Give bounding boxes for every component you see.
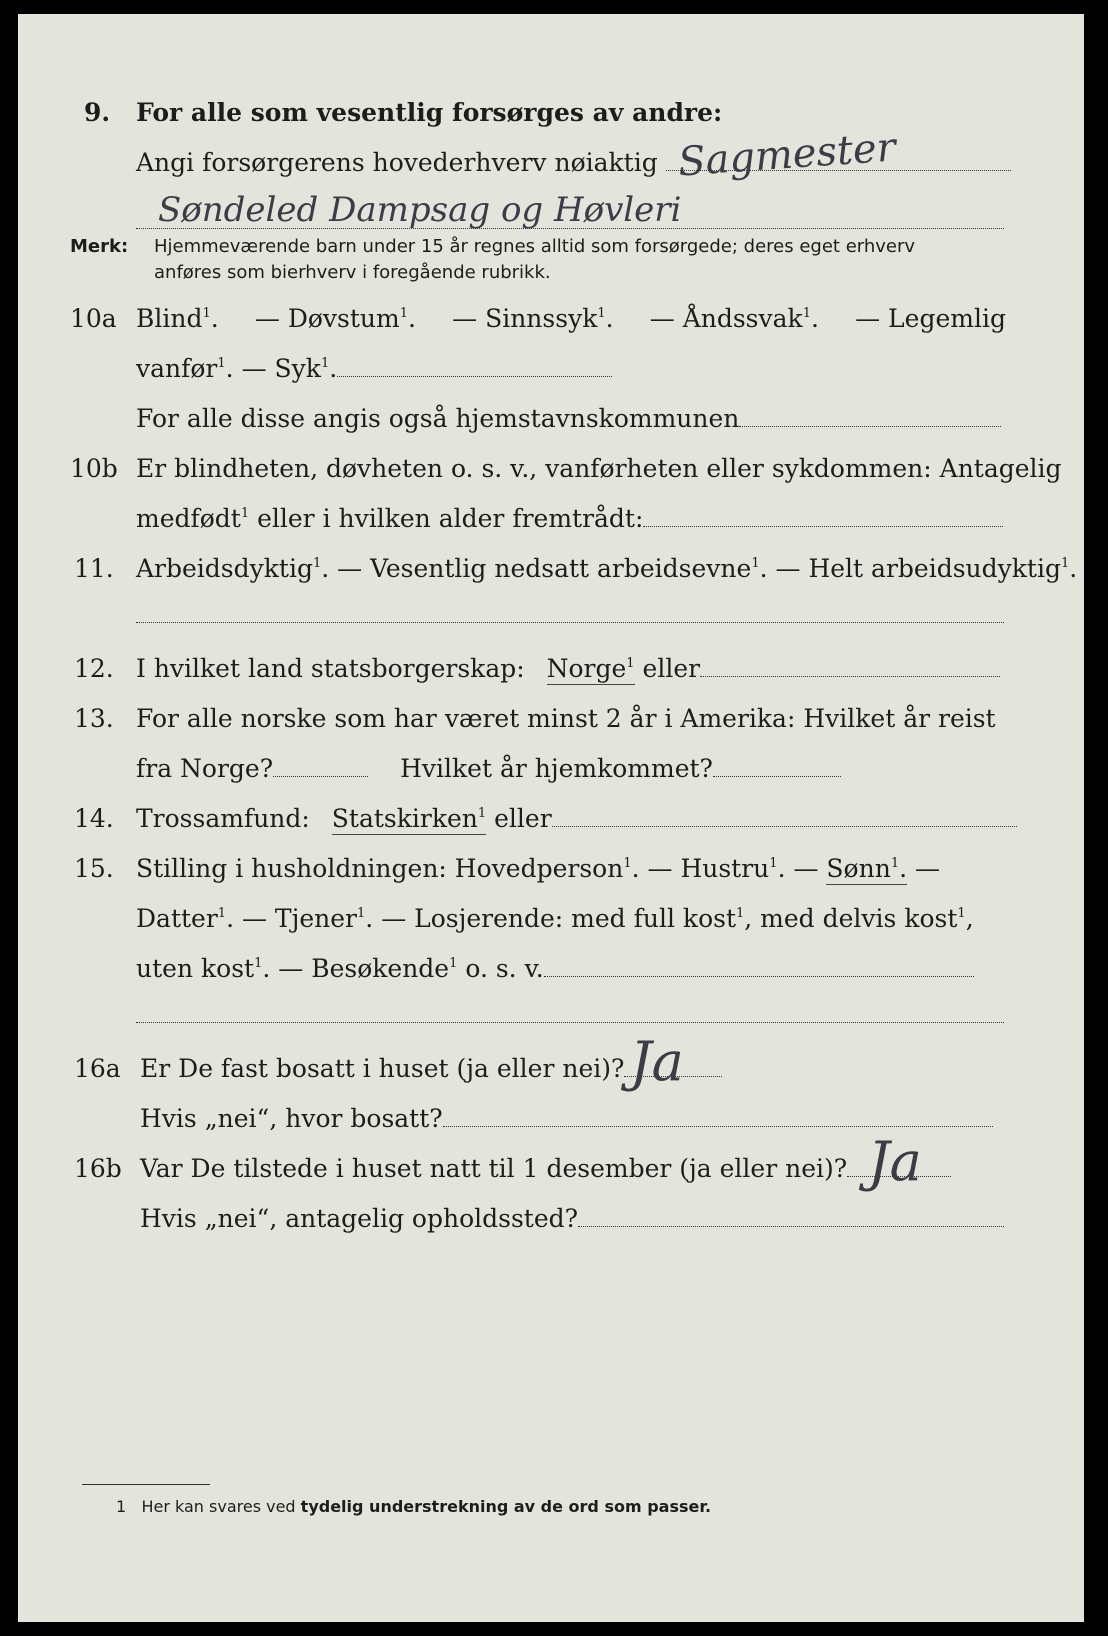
q16b-line1	[140, 1154, 951, 1184]
merk-label: Merk:	[70, 236, 129, 257]
q10a-line2: vanfør$^1$. — Syk$^1$.	[136, 354, 612, 384]
q15-osv: o. s. v.	[465, 954, 544, 983]
q12-question: I hvilket land statsborgerskap:	[136, 654, 525, 683]
q13-reist-answer-line	[273, 775, 368, 777]
q10b-medfodt: medfødt	[136, 504, 241, 533]
sup: 1	[626, 656, 635, 671]
sup: 1	[1060, 556, 1070, 571]
q13-hjemkommet-answer-line	[713, 775, 841, 777]
q10b-line2	[136, 504, 1003, 534]
q16b-opholdssted-answer-line	[578, 1225, 1004, 1227]
q16a-hvor-answer-line	[443, 1125, 993, 1127]
q11-number: 11.	[74, 554, 114, 583]
sup: 1	[217, 906, 227, 921]
q15-uten-kost: uten kost	[136, 954, 255, 983]
q15-sonn-text: Sønn	[826, 854, 891, 883]
q10a-syk-answer-line	[337, 375, 612, 377]
q16b-number: 16b	[74, 1154, 122, 1183]
footnote	[116, 1494, 711, 1520]
footnote-rule	[82, 1484, 210, 1485]
q9-handwriting-2: Søndeled Dampsag og Høvleri	[158, 190, 682, 230]
q10a-syk: — Syk	[241, 354, 321, 383]
q10b-number: 10b	[70, 454, 118, 483]
q16b-handwriting: Ja	[868, 1130, 922, 1193]
q13-line1: For alle norske som har været minst 2 år i Amerika: Hvilket år reist	[136, 704, 996, 733]
footnote-text-a: Her kan svares ved	[141, 1497, 296, 1516]
q12-eller: eller	[642, 654, 701, 683]
q11-answer-line	[136, 622, 1004, 623]
q15-answer-line-1	[544, 975, 974, 977]
sup: 1	[202, 306, 211, 321]
q14-statskirken	[332, 804, 486, 835]
q16a-number: 16a	[74, 1054, 121, 1083]
sup: 1	[240, 506, 250, 521]
q15-sonn: Sønn$^1$.	[826, 854, 908, 883]
q10a-andssvak: — Åndssvak	[649, 304, 803, 333]
sup: 1	[449, 956, 458, 971]
sup: 1	[890, 856, 900, 871]
q10a-number: 10a	[70, 304, 117, 333]
q15-dash-end: —	[915, 854, 940, 883]
footnote-mark: 1	[116, 1497, 127, 1516]
q10a-line3	[136, 404, 1001, 434]
q16a-hvor-bosatt: Hvis „nei“, hvor bosatt?	[140, 1104, 443, 1133]
sup: 1	[751, 556, 760, 571]
sup: 1	[957, 906, 966, 921]
q15-tjener: — Tjener	[241, 904, 357, 933]
q13-reist: fra Norge?	[136, 754, 274, 783]
census-form-page	[18, 14, 1084, 1622]
q9-handwriting-1: Sagmester	[676, 124, 898, 186]
q10b-line1: Er blindheten, døvheten o. s. v., vanførheten eller sykdommen: Antagelig	[136, 454, 1062, 483]
q10a-legemlig: — Legemlig	[855, 304, 1006, 333]
q14-line	[136, 804, 1017, 834]
q9-number: 9.	[84, 98, 111, 127]
q16b-line2	[140, 1204, 1004, 1234]
sup: 1	[597, 306, 606, 321]
q14-trossamfund: Trossamfund:	[136, 804, 310, 833]
q10a-vanfor: vanfør	[136, 354, 218, 383]
q13-number: 13.	[74, 704, 114, 733]
q10a-hjemstavn: For alle disse angis også hjemstavnskommunen	[136, 404, 740, 433]
sup: 1	[399, 306, 409, 321]
q12-number: 12.	[74, 654, 114, 683]
q15-datter: Datter	[136, 904, 218, 933]
q15-dash: —	[793, 854, 819, 883]
q10a-blind: Blind	[136, 304, 203, 333]
q15-hovedperson: Stilling i husholdningen: Hovedperson	[136, 854, 624, 883]
q16a-handwriting: Ja	[630, 1030, 684, 1093]
q16b-question: Var De tilstede i huset natt til 1 desember (ja eller nei)?	[140, 1154, 848, 1183]
q9-line2-text: Angi forsørgerens hovederhverv nøiaktig	[136, 148, 658, 177]
q10b-alder: eller i hvilken alder fremtrådt:	[257, 504, 644, 533]
q11-line: Arbeidsdyktig$^1$. — Vesentlig nedsatt arbeidsevne$^1$. — Helt arbeidsudyktig$^1$.	[136, 554, 1078, 583]
q16a-question: Er De fast bosatt i huset (ja eller nei)?	[140, 1054, 625, 1083]
merk-line1: Hjemmeværende barn under 15 år regnes alltid som forsørgede; deres eget erhverv	[154, 236, 916, 257]
q11-arbeidsdyktig: Arbeidsdyktig	[136, 554, 313, 583]
merk-line2: anføres som bierhverv i foregående rubrikk.	[154, 262, 551, 283]
sup: 1	[769, 856, 778, 871]
q13-hjemkommet: Hvilket år hjemkommet?	[400, 754, 713, 783]
q16a-line2	[140, 1104, 993, 1134]
sup: 1	[477, 806, 487, 821]
sup: 1	[736, 906, 745, 921]
q10b-answer-line	[643, 525, 1003, 527]
q10a-dovstum: — Døvstum	[254, 304, 400, 333]
q15-line3: uten kost$^1$. — Besøkende$^1$ o. s. v.	[136, 954, 974, 984]
q14-answer-line	[552, 825, 1017, 827]
q14-statskirken-text: Statskirken	[331, 804, 478, 833]
q15-hustru: — Hustru	[647, 854, 770, 883]
q10a-hjemstavn-answer-line	[739, 425, 1001, 427]
q15-delvis: , med delvis kost	[744, 904, 958, 933]
q15-number: 15.	[74, 854, 114, 883]
q14-number: 14.	[74, 804, 114, 833]
q11-udyktig: — Helt arbeidsudyktig	[775, 554, 1061, 583]
q9-title: For alle som vesentlig forsørges av andre:	[136, 98, 723, 127]
q14-eller: eller	[494, 804, 552, 833]
q12-answer-line	[700, 675, 1000, 677]
sup: 1	[254, 956, 263, 971]
q11-nedsatt: — Vesentlig nedsatt arbeidsevne	[337, 554, 752, 583]
sup: 1	[623, 856, 632, 871]
sup: 1	[217, 356, 226, 371]
q10a-sinnssyk: — Sinnssyk	[452, 304, 598, 333]
q12-norge	[547, 654, 635, 685]
sup: 1	[357, 906, 366, 921]
sup: 1	[320, 356, 330, 371]
q15-answer-line-2	[136, 1022, 1004, 1023]
q15-line1: Stilling i husholdningen: Hovedperson$^1$. — Hustru$^1$. — Sønn$^1$. —	[136, 854, 940, 883]
q16b-opholdssted: Hvis „nei“, antagelig opholdssted?	[140, 1204, 579, 1233]
q10a-line1: Blind$^1$. — Døvstum$^1$. — Sinnssyk$^1$. — Åndssvak$^1$. — Legemlig	[136, 304, 1006, 333]
sup: 1	[312, 556, 322, 571]
q13-line2	[136, 754, 841, 784]
q15-besokende: — Besøkende	[278, 954, 450, 983]
footnote-text-b: tydelig understrekning av de ord som passer.	[300, 1497, 712, 1516]
q12-line	[136, 654, 1000, 684]
q15-losjerende: — Losjerende: med full kost	[381, 904, 736, 933]
q15-line2: Datter$^1$. — Tjener$^1$. — Losjerende: med full kost$^1$, med delvis kost$^1$,	[136, 904, 974, 933]
sup: 1	[802, 306, 811, 321]
q12-norge-text: Norge	[546, 654, 627, 683]
